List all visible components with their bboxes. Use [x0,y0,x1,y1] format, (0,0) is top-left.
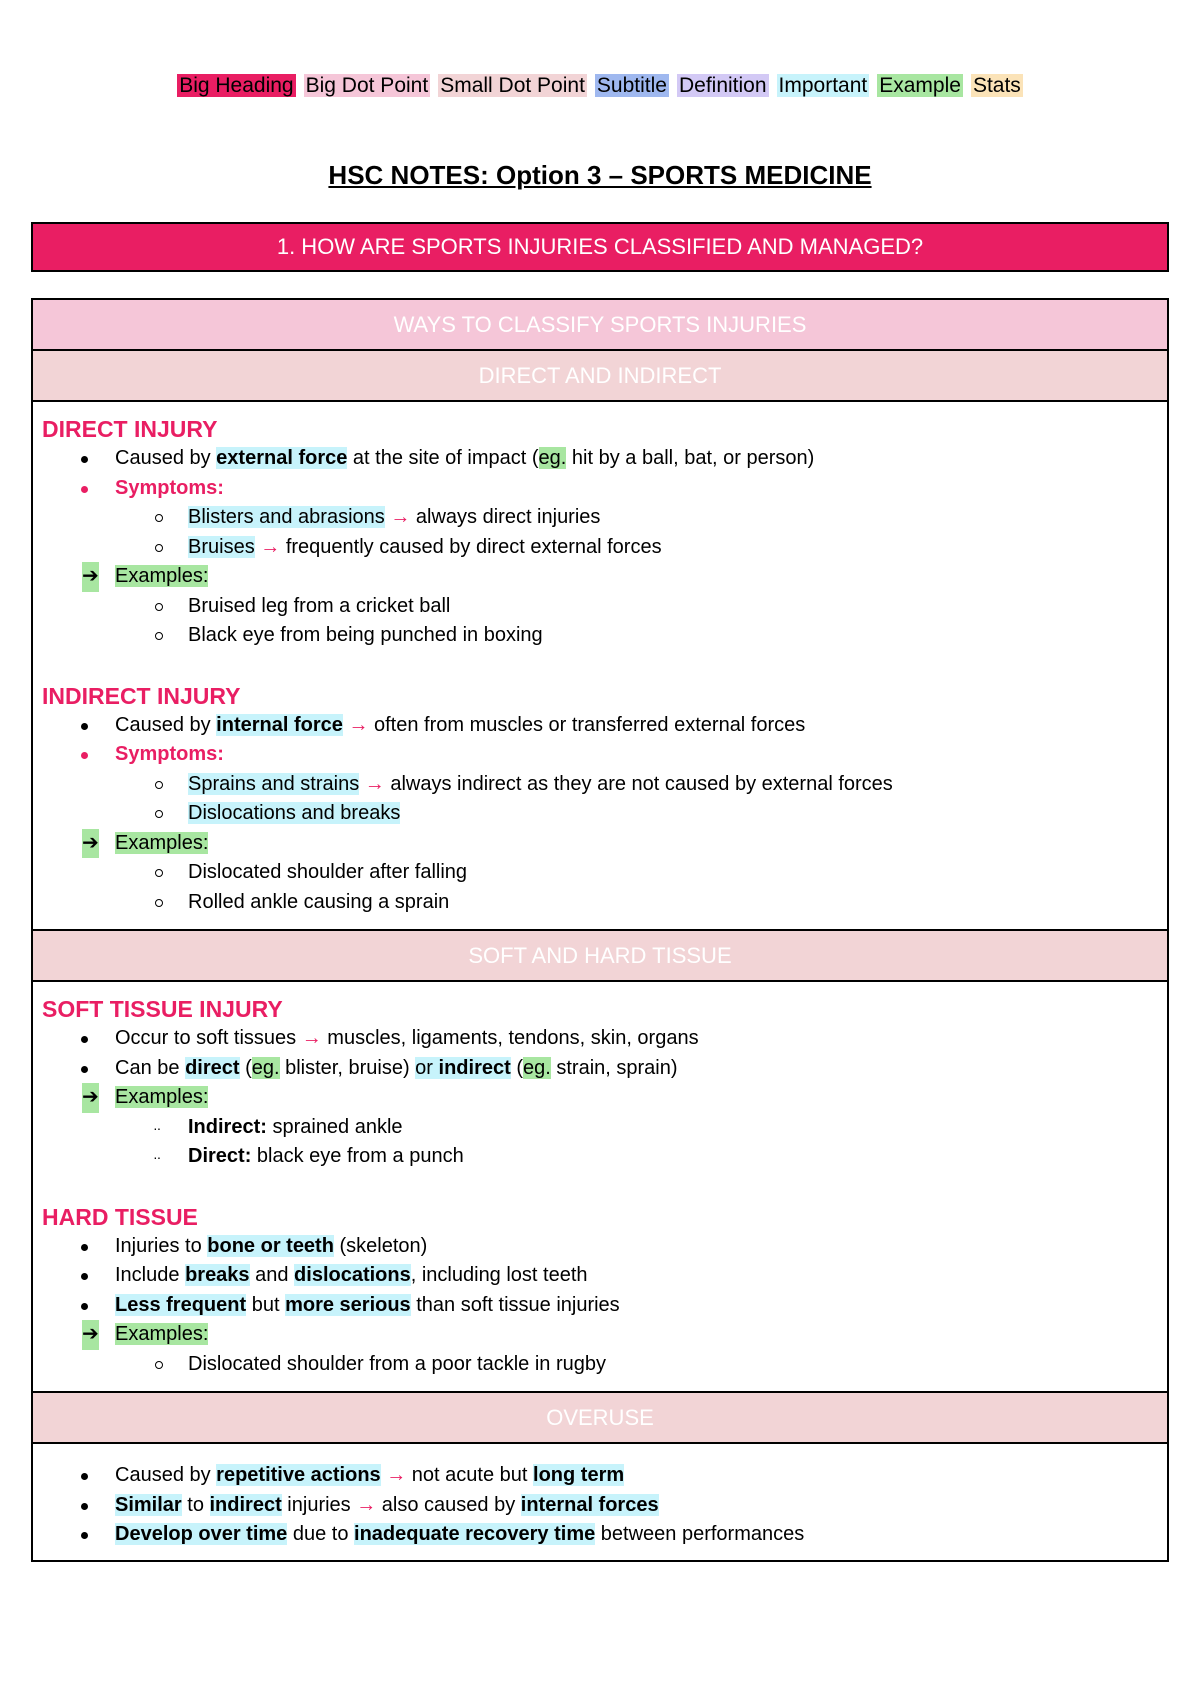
subheader-soft-hard: SOFT AND HARD TISSUE [33,931,1167,982]
arrow-bullet-icon: ➔ [82,1083,99,1113]
list-item: ➔ Examples: [42,1320,1167,1350]
list-item: ➔ Examples: [42,829,1167,859]
list-item: Symptoms: [42,740,1167,770]
list-item: Can be direct (eg. blister, bruise) or indirect (eg. strain, sprain) [42,1054,1167,1084]
list-item: Similar to indirect injuries → also caused by internal forces [42,1491,1167,1521]
list-item: ·· Indirect: sprained ankle [42,1113,1167,1143]
hard-tissue-title: HARD TISSUE [42,1203,198,1230]
list-item: ➔ Examples: [42,1083,1167,1113]
arrow-right-icon: → [386,1464,407,1486]
list-item: Less frequent but more serious than soft tissue injuries [42,1291,1167,1321]
arrow-right-icon: → [364,772,385,795]
arrow-right-icon: → [348,713,369,736]
legend-stats: Stats [972,74,1021,97]
list-item: Include breaks and dislocations, including lost teeth [42,1261,1167,1291]
arrow-bullet-icon: ➔ [82,1320,99,1350]
legend-big-dot-point: Big Dot Point [305,74,429,97]
list-item: Bruises → frequently caused by direct external forces [42,533,1167,563]
list-item: Dislocated shoulder after falling [42,858,1167,888]
list-item: Caused by internal force → often from muscles or transferred external forces [42,711,1167,741]
arrow-bullet-icon: ➔ [82,562,99,592]
list-item: Symptoms: [42,474,1167,504]
arrow-right-icon: → [356,1493,377,1516]
legend-definition: Definition [678,74,767,97]
section-header: WAYS TO CLASSIFY SPORTS INJURIES [33,300,1167,351]
list-item: Occur to soft tissues → muscles, ligaments, tendons, skin, organs [42,1024,1167,1054]
list-item: Injuries to bone or teeth (skeleton) [42,1232,1167,1262]
page-title: HSC NOTES: Option 3 – SPORTS MEDICINE [328,160,872,190]
arrow-bullet-icon: ➔ [82,829,99,859]
arrow-right-icon: → [301,1027,322,1049]
soft-tissue-title: SOFT TISSUE INJURY [42,996,283,1022]
subheader-overuse: OVERUSE [33,1393,1167,1444]
legend-big-heading: Big Heading [179,74,294,97]
list-item: Rolled ankle causing a sprain [42,888,1167,918]
list-item: Dislocated shoulder from a poor tackle in rugby [42,1350,1167,1380]
legend-important: Important [778,74,868,97]
list-item: Dislocations and breaks [42,799,1167,829]
legend-subtitle: Subtitle [596,74,667,97]
list-item: Develop over time due to inadequate recovery time between performances [42,1520,1167,1550]
overuse-cell [33,1444,1167,1562]
indirect-injury-title: INDIRECT INJURY [42,682,241,709]
list-item: Bruised leg from a cricket ball [42,592,1167,622]
big-heading: 1. HOW ARE SPORTS INJURIES CLASSIFIED AND MANAGED? [31,222,1169,272]
direct-indirect-cell [33,402,1167,931]
list-item: Blisters and abrasions → always direct injuries [42,503,1167,533]
direct-injury-title: DIRECT INJURY [42,416,218,442]
list-item: ➔ Examples: [42,562,1167,592]
legend-small-dot-point: Small Dot Point [440,74,585,97]
list-item: Caused by external force at the site of impact (eg. hit by a ball, bat, or person) [42,444,1167,474]
color-legend [0,72,1200,100]
arrow-right-icon: → [390,506,411,528]
notes-table [31,298,1169,1562]
arrow-right-icon: → [260,535,281,558]
list-item: Sprains and strains → always indirect as they are not caused by external forces [42,770,1167,800]
soft-hard-cell [33,982,1167,1393]
list-item: Black eye from being punched in boxing [42,621,1167,651]
list-item: Caused by repetitive actions → not acute but long term [42,1461,1167,1491]
legend-example: Example [879,74,961,97]
subheader-direct-indirect: DIRECT AND INDIRECT [33,351,1167,402]
list-item: ·· Direct: black eye from a punch [42,1142,1167,1172]
